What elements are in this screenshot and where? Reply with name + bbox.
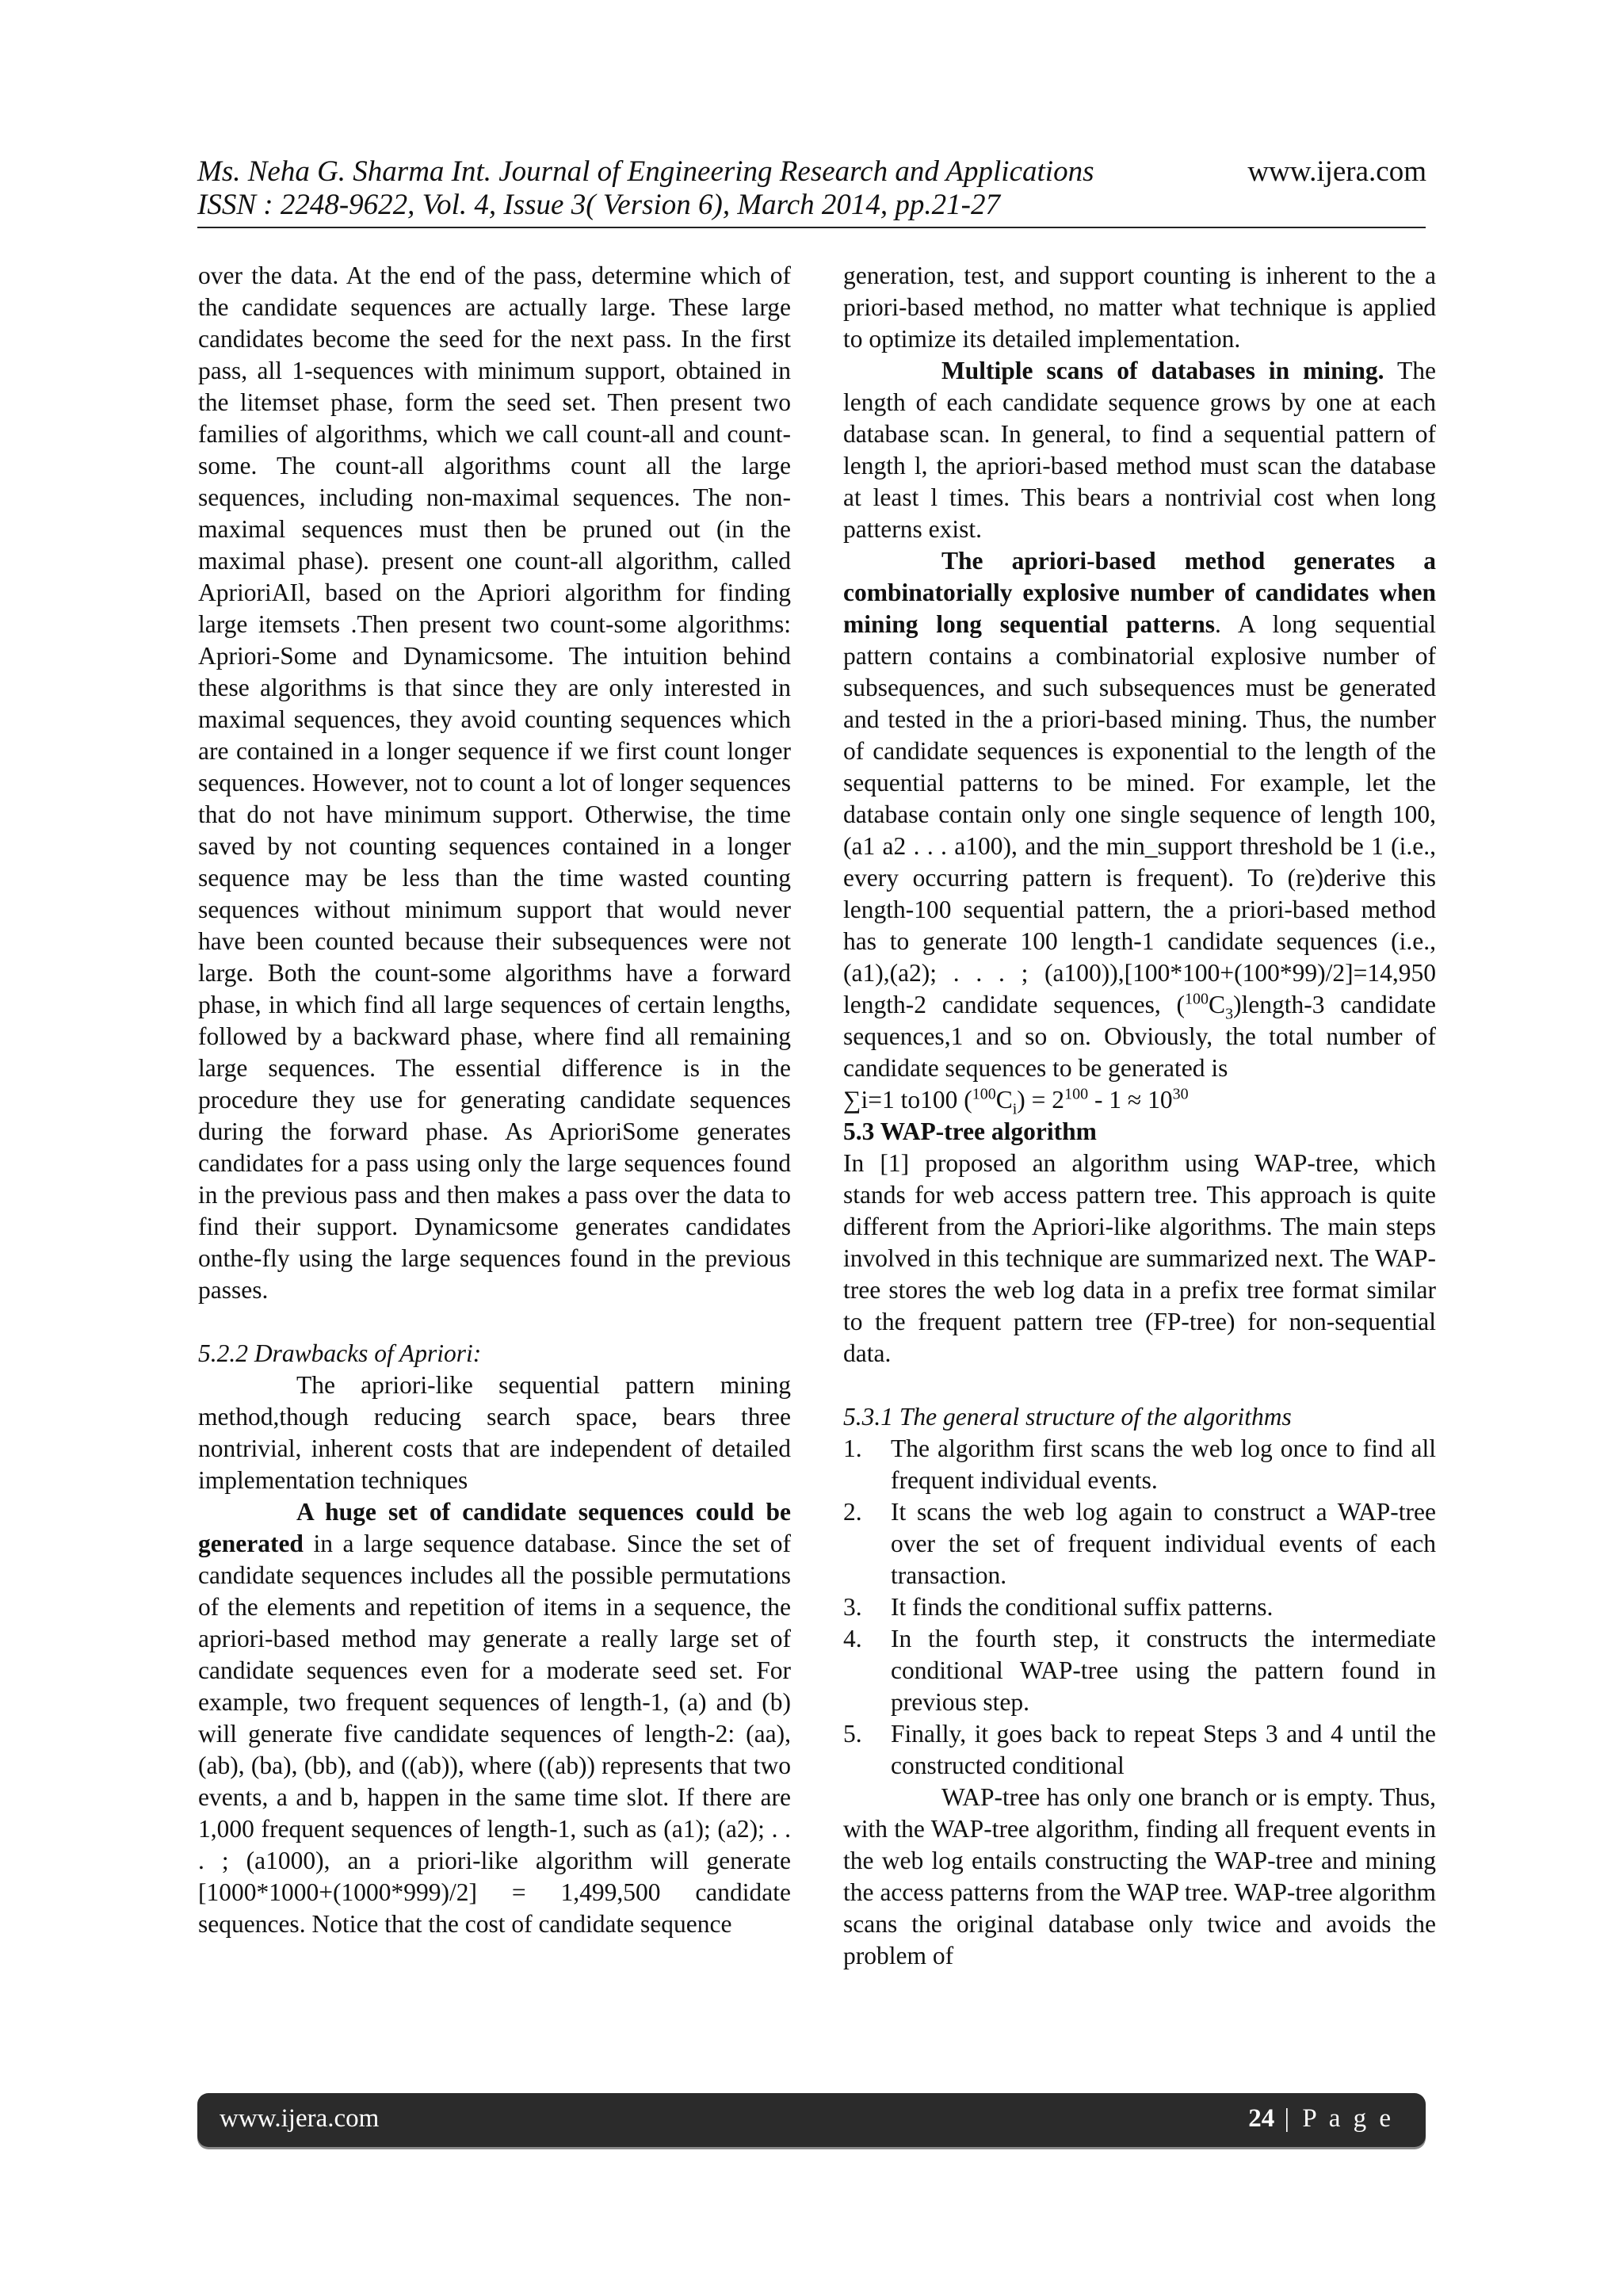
combination-symbol: C <box>1209 991 1226 1018</box>
list-item-text: It finds the conditional suffix patterns. <box>891 1593 1274 1621</box>
issn-line: ISSN : 2248-9622, Vol. 4, Issue 3( Version 6), March 2014, pp.21-27 <box>197 189 1000 221</box>
paragraph-gap <box>198 1306 791 1338</box>
list-item <box>843 1718 1436 1782</box>
superscript: 100 <box>972 1085 996 1103</box>
list-item <box>843 1433 1436 1496</box>
right-column <box>843 260 1436 1972</box>
formula-text: - 1 ≈ 10 <box>1088 1086 1173 1114</box>
body-paragraph <box>843 355 1436 545</box>
list-item-text: In the fourth step, it constructs the intermediate conditional WAP-tree using the pattern found in previous step. <box>891 1625 1436 1716</box>
body-paragraph: The apriori-like sequential pattern mining method,though reducing search space, bears three nontrivial, inherent costs that are independent of detailed implementation techniques <box>198 1371 791 1494</box>
superscript: 30 <box>1172 1085 1189 1103</box>
body-paragraph: WAP-tree has only one branch or is empty. Thus, with the WAP-tree algorithm, finding all frequent events in the web log entails constructing the WAP-tree and mining the access patterns from the WAP tree. WAP-tree algorithm scans the original database only twice and avoids the problem of <box>843 1783 1436 1969</box>
combination-symbol: C <box>995 1086 1013 1114</box>
paragraph-text: The length of each candidate sequence grows by one at each database scan. In general, to find a sequential pattern of length l, the apriori-based method must scan the database at least l times. This bears a nontrivial cost when long patterns exist. <box>843 357 1436 543</box>
subscript: 3 <box>1225 1005 1234 1023</box>
page-label: | P a g e <box>1274 2104 1394 2133</box>
list-number: 2. <box>843 1498 862 1526</box>
body-paragraph: generation, test, and support counting is inherent to the a priori-based method, no matter what technique is applied to optimize its detailed implementation. <box>843 262 1436 353</box>
formula <box>843 1084 1436 1116</box>
emphasis-text: A huge set of candidate sequences could be generated <box>198 1498 791 1557</box>
formula-text: ) = 2 <box>1017 1086 1065 1114</box>
header-divider <box>197 227 1426 228</box>
page-number <box>1248 2104 1394 2134</box>
body-paragraph: over the data. At the end of the pass, determine which of the candidate sequences are actually large. These large candidates become the seed for the next pass. In the first pass, all 1-sequences with minimum support, obtained in the litemset phase, form the seed set. Then present two families of algorithms, which we call count-all and count-some. The count-all algorithms count all the large sequences, including non-maximal sequences. The non-maximal sequences must then be pruned out (in the maximal phase). present one count-all algorithm, called AprioriAIl, based on the Apriori algorithm for finding large itemsets .Then present two count-some algorithms: Apriori-Some and Dynamicsome. The intuition behind these algorithms is that since they are only interested in maximal sequences, they avoid counting sequences which are contained in a longer sequence if we first count longer sequences. However, not to count a lot of longer sequences that do not have minimum support. Otherwise, the time saved by not counting sequences contained in a longer sequence may be less than the time wasted counting sequences without minimum support that would never have been counted because their subsequences were not large. Both the count-some algorithms have a forward phase, in which find all large sequences of certain lengths, followed by a backward phase, where find all remaining large sequences. The essential difference is in the procedure they use for generating candidate sequences during the forward phase. As AprioriSome generates candidates for a pass using only the large sequences found in the previous pass and then makes a pass over the data to find their support. Dynamicsome generates candidates onthe-fly using the large sequences found in the previous passes. <box>198 262 791 1304</box>
superscript: 100 <box>1064 1085 1089 1103</box>
subscript: i <box>1012 1100 1018 1118</box>
body-paragraph <box>843 545 1436 1084</box>
page-number-value: 24 <box>1248 2104 1275 2133</box>
list-item <box>843 1496 1436 1591</box>
paragraph-gap <box>843 1370 1436 1401</box>
paragraph-text: )length-3 candidate sequences,1 and so on. Obviously, the total number of candidate sequences to be generated is <box>843 991 1436 1082</box>
paragraph-text: . A long sequential pattern contains a combinatorial explosive number of subsequences, and such subsequences must be generated and tested in the a priori-based mining. Thus, the number of candidate sequences is exponential to the length of the sequential patterns to be mined. For example, let the database contain only one single sequence of length 100, (a1 a2 . . . a100), and the min_support threshold be 1 (i.e., every occurring pattern is frequent). To (re)derive this length-100 sequential pattern, the a priori-based method has to generate 100 length-1 candidate sequences (i.e., (a1),(a2); . . . ; (a100)),[100*100+(100*99)/2]=14,950 length-2 candidate sequences, ( <box>843 610 1437 1018</box>
body-paragraph <box>198 1496 791 1940</box>
list-item-text: The algorithm first scans the web log once to find all frequent individual events. <box>891 1435 1436 1494</box>
header-url: www.ijera.com <box>1247 155 1426 188</box>
footer-url: www.ijera.com <box>220 2104 380 2133</box>
body-paragraph: In [1] proposed an algorithm using WAP-tree, which stands for web access pattern tree. This approach is quite different from the Apriori-like algorithms. The main steps involved in this technique are summarized next. The WAP-tree stores the web log data in a prefix tree format similar to the frequent pattern tree (FP-tree) for non-sequential data. <box>843 1149 1436 1367</box>
list-item-text: Finally, it goes back to repeat Steps 3 and 4 until the constructed conditional <box>891 1720 1436 1779</box>
list-item <box>843 1591 1436 1623</box>
list-number: 1. <box>843 1435 862 1462</box>
list-number: 3. <box>843 1593 862 1621</box>
page-footer <box>197 2093 1426 2147</box>
formula-text: ∑i=1 to100 ( <box>843 1086 972 1114</box>
list-number: 5. <box>843 1720 862 1748</box>
section-heading-5-3-1: 5.3.1 The general structure of the algorithms <box>843 1403 1292 1431</box>
list-item <box>843 1623 1436 1718</box>
left-column <box>198 260 791 1940</box>
section-heading-5-3: 5.3 WAP-tree algorithm <box>843 1117 1097 1145</box>
paragraph-text: in a large sequence database. Since the set of candidate sequences includes all the possible permutations of the elements and repetition of items in a sequence, the apriori-based method may generate a really large set of candidate sequences even for a moderate seed set. For example, two frequent sequences of length-1, (a) and (b) will generate five candidate sequences of length-2: (aa), (ab), (ba), (bb), and ((ab)), where ((ab)) represents that two events, a and b, happen in the same time slot. If there are 1,000 frequent sequences of length-1, such as (a1); (a2); . . . ; (a1000), an a priori-like algorithm will generate [1000*1000+(1000*999)/2] = 1,499,500 candidate sequences. Notice that the cost of candidate sequence <box>198 1530 791 1938</box>
superscript: 100 <box>1185 990 1209 1008</box>
emphasis-text: Multiple scans of databases in mining. <box>941 357 1384 384</box>
list-item-text: It scans the web log again to construct a WAP-tree over the set of frequent individual events of each transaction. <box>891 1498 1436 1589</box>
list-number: 4. <box>843 1625 862 1652</box>
journal-citation-line: Ms. Neha G. Sharma Int. Journal of Engineering Research and Applications <box>197 155 1094 188</box>
emphasis-text: The apriori-based method generates a combinatorially explosive number of candidates when mining long sequential patterns <box>843 547 1436 638</box>
section-heading-5-2-2: 5.2.2 Drawbacks of Apriori: <box>198 1339 482 1367</box>
algorithm-steps-list <box>843 1433 1436 1782</box>
